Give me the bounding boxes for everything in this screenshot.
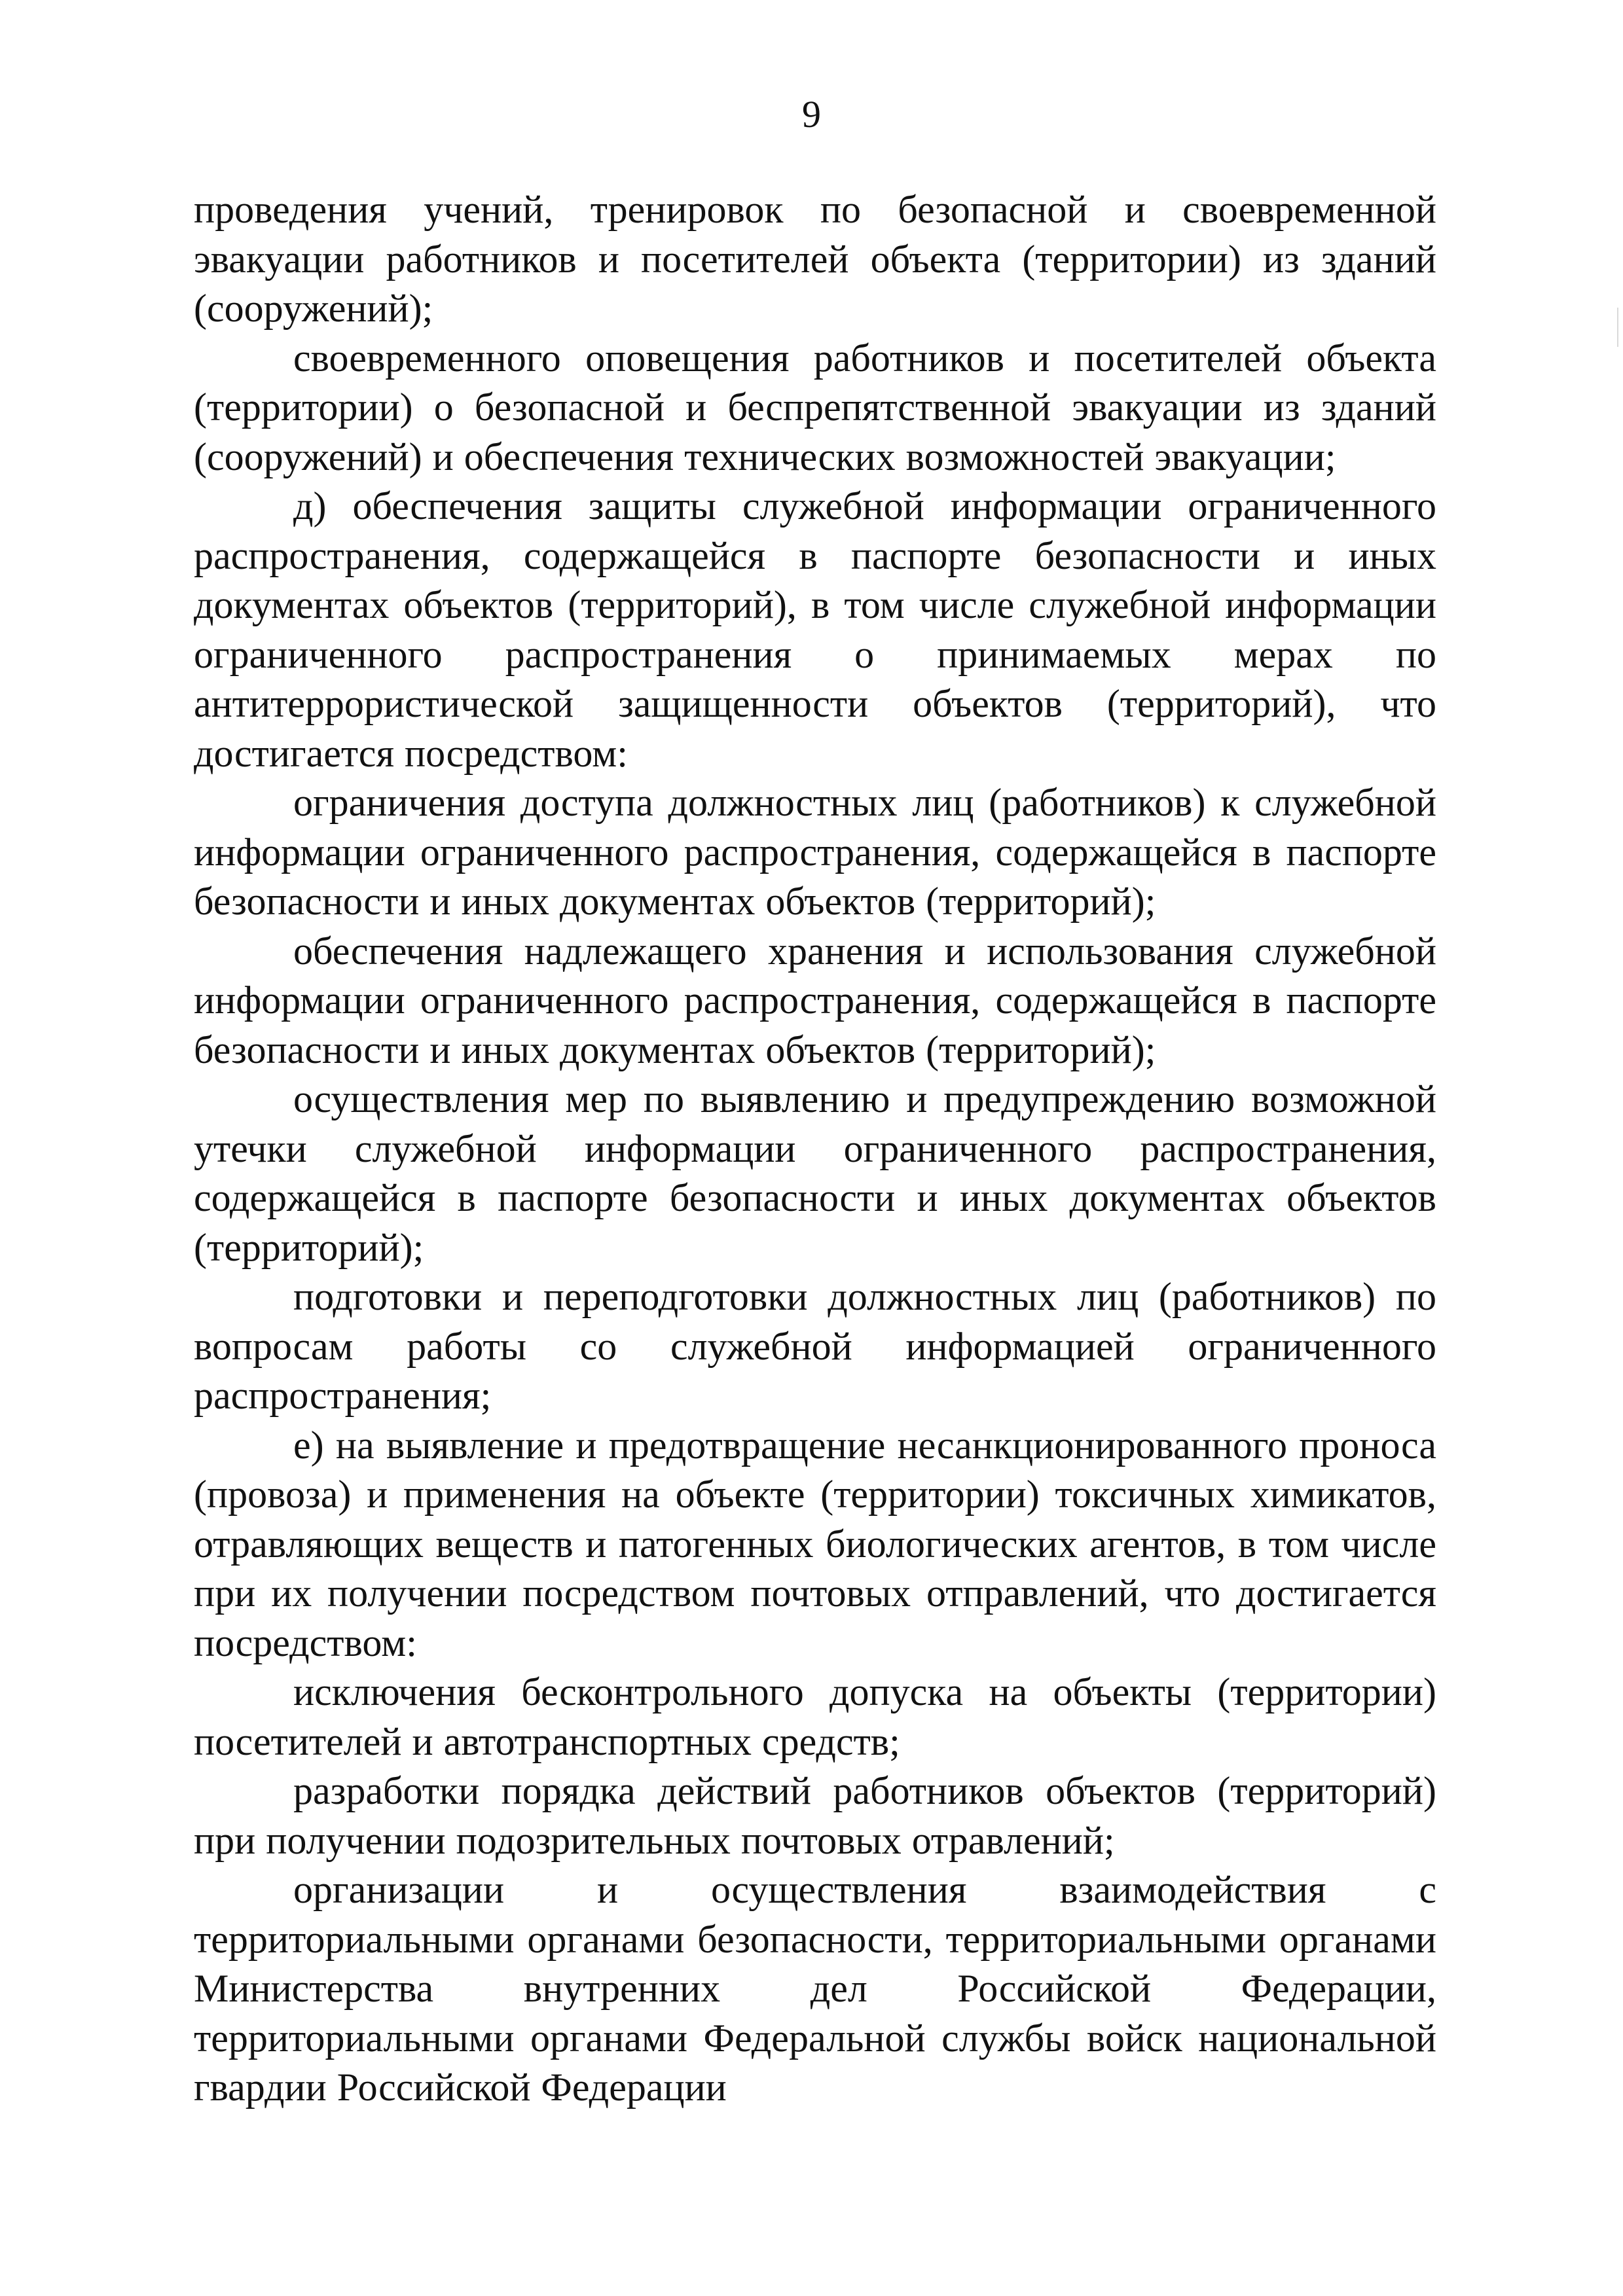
paragraph: проведения учений, тренировок по безопасной и своевременной эвакуации работников и посетителей объекта (территории) из зданий (сооружений);: [194, 188, 1436, 330]
paragraph: ограничения доступа должностных лиц (работников) к служебной информации ограниченного распространения, содержащейся в паспорте безопасности и иных документах объектов (территорий);: [194, 781, 1436, 923]
paragraph: обеспечения надлежащего хранения и использования служебной информации ограниченного распространения, содержащейся в паспорте безопасности и иных документах объектов (территорий);: [194, 929, 1436, 1071]
paragraph: организации и осуществления взаимодействия с территориальными органами безопасности, территориальными органами Министерства внутренних дел Российской Федерации, территориальными органами Федеральной службы войск национальной гвардии Российской Федерации: [194, 1868, 1436, 2109]
paragraph: осуществления мер по выявлению и предупреждению возможной утечки служебной информации ограниченного распространения, содержащейся в паспорте безопасности и иных документах объектов (территорий);: [194, 1077, 1436, 1269]
paragraph: разработки порядка действий работников объектов (территорий) при получении подозрительных почтовых отравлений;: [194, 1769, 1436, 1862]
paragraph: е) на выявление и предотвращение несанкционированного проноса (провоза) и применения на объекте (территории) токсичных химикатов, отравляющих веществ и патогенных биологических агентов, в том числе при их получении посредством почтовых отправлений, что достигается посредством:: [194, 1423, 1436, 1664]
paragraph: подготовки и переподготовки должностных лиц (работников) по вопросам работы со служебной информацией ограниченного распространения;: [194, 1275, 1436, 1417]
document-body: [194, 185, 1436, 2113]
paragraph: исключения бесконтрольного допуска на объекты (территории) посетителей и автотранспортных средств;: [194, 1670, 1436, 1763]
paragraph: д) обеспечения защиты служебной информации ограниченного распространения, содержащейся в паспорте безопасности и иных документах объектов (территорий), в том числе служебной информации ограниченного распространения о принимаемых мерах по антитеррористической защищенности объектов (территорий), что достигается посредством:: [194, 484, 1436, 775]
paragraph: своевременного оповещения работников и посетителей объекта (территории) о безопасной и беспрепятственной эвакуации из зданий (сооружений) и обеспечения технических возможностей эвакуации;: [194, 336, 1436, 478]
scan-edge-mark: [1617, 308, 1618, 347]
page-number: 9: [802, 93, 821, 135]
